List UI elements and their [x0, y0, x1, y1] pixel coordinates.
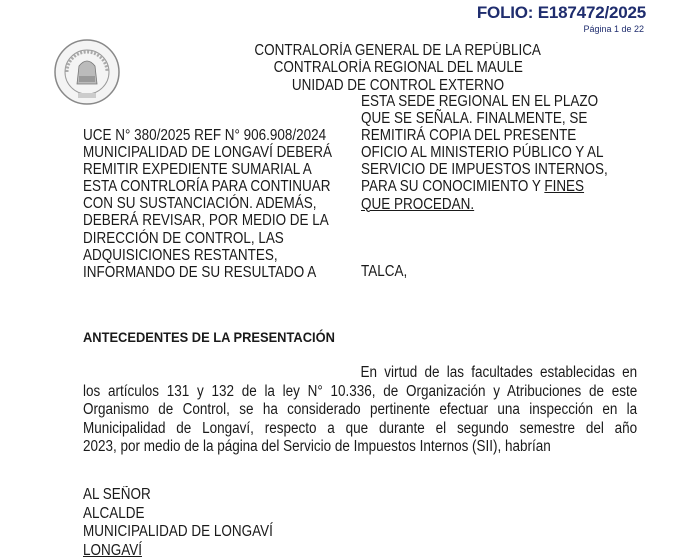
header-line: CONTRALORÍA GENERAL DE LA REPÚBLICA	[254, 42, 542, 59]
reference-summary-continued: ESTA SEDE REGIONAL EN EL PLAZO QUE SE SEÑALA. FINALMENTE, SE REMITIRÁ COPIA DEL PRESENTE OFICIO AL MINISTERIO PÚBLICO Y AL SERVICIO DE IMPUESTOS INTERNOS, PARA SU CONOCIMIENTO Y FINES QUE PROCEDAN.	[361, 93, 608, 213]
body-paragraph: En virtud de las facultades establecidas en los artículos 131 y 132 de la ley N° 10.336, de Organización y Atribuciones de este Organismo de Control, se ha considerado pertinente efectuar una inspección en la Municipalidad de Longaví, respecto a que durante el segundo semestre del año 2023, por medio de la página del Servicio de Impuestos Internos (SII), habrían	[83, 364, 638, 456]
recipient-block: AL SEÑOR ALCALDE MUNICIPALIDAD DE LONGAVÍ LONGAVÍ	[83, 486, 273, 559]
page-indicator: Página 1 de 22	[583, 24, 644, 34]
city-date: TALCA,	[361, 263, 408, 280]
header-line: CONTRALORÍA REGIONAL DEL MAULE	[273, 59, 523, 76]
header-line: UNIDAD DE CONTROL EXTERNO	[291, 77, 505, 94]
section-title: ANTECEDENTES DE LA PRESENTACIÓN	[83, 329, 335, 345]
reference-summary: UCE N° 380/2025 REF N° 906.908/2024 MUNICIPALIDAD DE LONGAVÍ DEBERÁ REMITIR EXPEDIENTE SUMARIAL A ESTA CONTRLORÍA PARA CONTINUAR CON SU SUSTANCIACIÓN. ADEMÁS, DEBERÁ REVISAR, POR MEDIO DE LA DIRECCIÓN DE CONTROL, LAS ADQUISICIONES RESTANTES, INFORMANDO DE SU RESULTADO A	[83, 127, 333, 281]
folio-number: FOLIO: E187472/2025	[476, 3, 646, 22]
